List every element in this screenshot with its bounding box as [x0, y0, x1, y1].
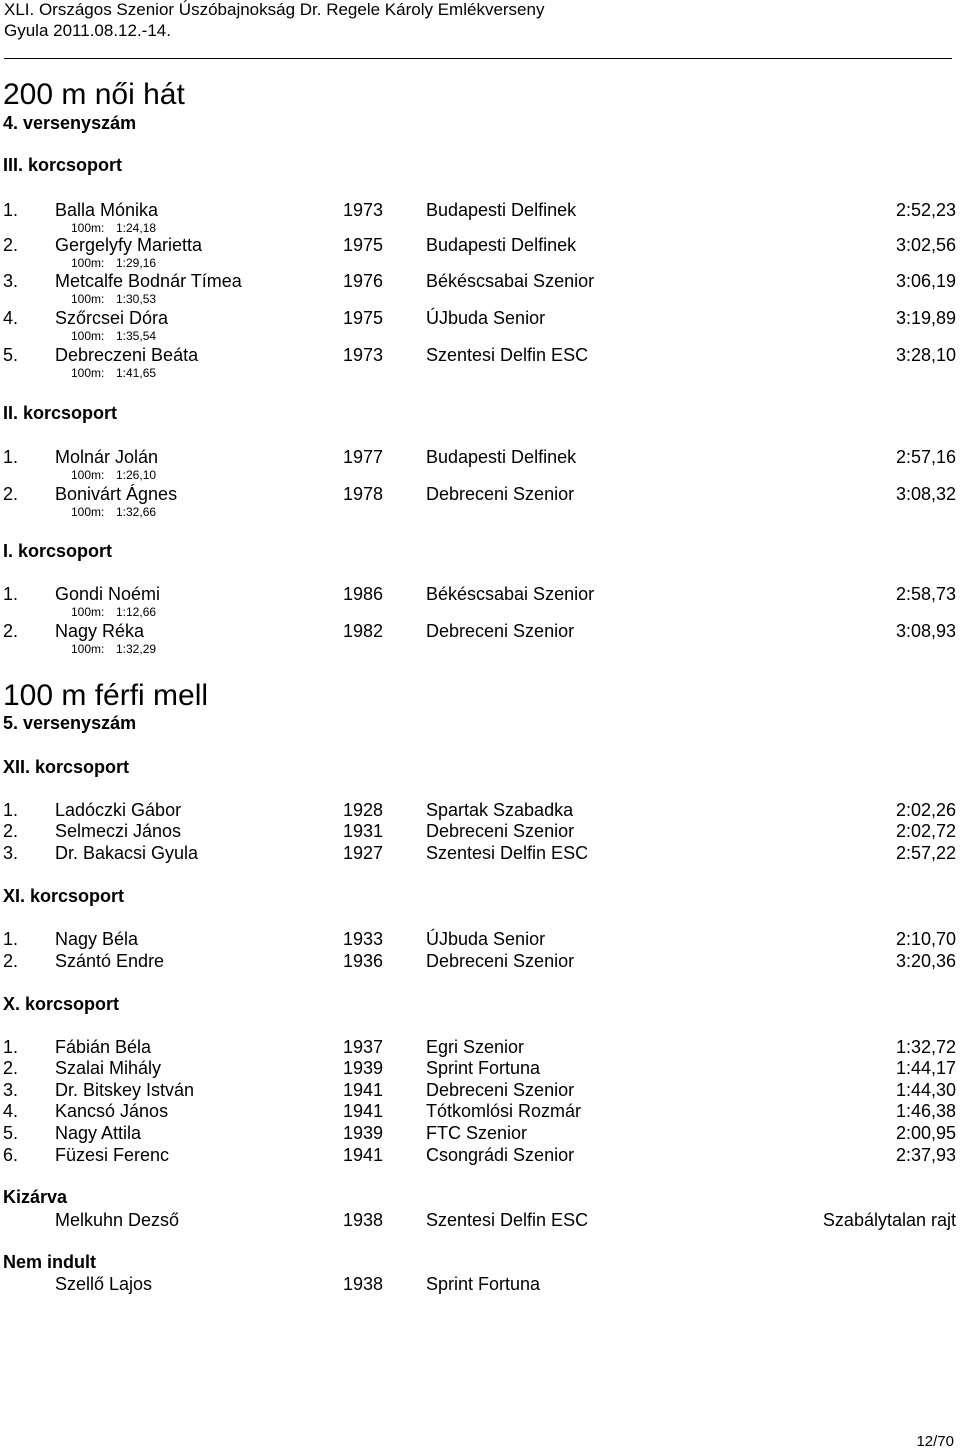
club-name: Debreceni Szenior — [426, 621, 575, 641]
event-title: 200 m női hát — [3, 78, 185, 111]
club-name: FTC Szenior — [426, 1123, 528, 1143]
result-time: 1:46,38 — [895, 1101, 956, 1121]
result-rank: 1. — [3, 200, 19, 220]
split-value: 1:32,29 — [116, 642, 157, 656]
result-rank: 5. — [3, 1123, 19, 1143]
split-value: 1:12,66 — [116, 605, 157, 619]
result-row — [0, 1210, 960, 1231]
birth-year: 1941 — [343, 1145, 384, 1165]
result-time: 3:08,32 — [895, 484, 956, 504]
swimmer-name: Szőrcsei Dóra — [55, 308, 169, 328]
result-rank: 6. — [3, 1145, 19, 1165]
event-number: 5. versenyszám — [3, 713, 137, 733]
split-time — [71, 256, 156, 270]
club-name: Szentesi Delfin ESC — [426, 345, 589, 365]
club-name: Békéscsabai Szenior — [426, 584, 595, 604]
result-time: 2:57,16 — [895, 447, 956, 467]
birth-year: 1939 — [343, 1123, 384, 1143]
age-group-heading: III. korcsoport — [3, 155, 123, 175]
club-name: Sprint Fortuna — [426, 1274, 541, 1294]
result-time: 3:06,19 — [895, 271, 956, 291]
result-row — [0, 484, 960, 505]
birth-year: 1986 — [343, 584, 384, 604]
age-group-heading: II. korcsoport — [3, 403, 118, 423]
club-name: Debreceni Szenior — [426, 1080, 575, 1100]
birth-year: 1978 — [343, 484, 384, 504]
club-name: Budapesti Delfinek — [426, 200, 577, 220]
swimmer-name: Dr. Bakacsi Gyula — [55, 843, 199, 863]
age-group-heading: Kizárva — [3, 1187, 68, 1207]
result-row — [0, 271, 960, 292]
split-label: 100m: — [71, 221, 105, 235]
birth-year: 1973 — [343, 200, 384, 220]
result-time: 1:44,17 — [895, 1058, 956, 1078]
result-row — [0, 1123, 960, 1144]
club-name: Budapesti Delfinek — [426, 235, 577, 255]
age-group-heading: XI. korcsoport — [3, 886, 125, 906]
swimmer-name: Selmeczi János — [55, 821, 182, 841]
result-time: 2:52,23 — [895, 200, 956, 220]
result-rank: 2. — [3, 1058, 19, 1078]
result-time: 2:02,72 — [895, 821, 956, 841]
result-row — [0, 584, 960, 605]
split-label: 100m: — [71, 292, 105, 306]
result-row — [0, 1145, 960, 1166]
result-rank: 1. — [3, 584, 19, 604]
split-value: 1:26,10 — [116, 468, 157, 482]
result-time: Szabálytalan rajt — [822, 1210, 956, 1230]
swimmer-name: Füzesi Ferenc — [55, 1145, 170, 1165]
birth-year: 1938 — [343, 1210, 384, 1230]
split-time — [71, 505, 156, 519]
result-row — [0, 345, 960, 366]
result-row — [0, 1274, 960, 1295]
club-name: Tótkomlósi Rozmár — [426, 1101, 582, 1121]
split-label: 100m: — [71, 256, 105, 270]
result-row — [0, 621, 960, 642]
result-rank: 3. — [3, 1080, 19, 1100]
birth-year: 1973 — [343, 345, 384, 365]
birth-year: 1936 — [343, 951, 384, 971]
club-name: Debreceni Szenior — [426, 484, 575, 504]
swimmer-name: Fábián Béla — [55, 1037, 152, 1057]
result-row — [0, 1058, 960, 1079]
result-time: 3:19,89 — [895, 308, 956, 328]
swimmer-name: Szalai Mihály — [55, 1058, 162, 1078]
birth-year: 1975 — [343, 308, 384, 328]
swimmer-name: Kancsó János — [55, 1101, 169, 1121]
result-time: 2:57,22 — [895, 843, 956, 863]
result-row — [0, 308, 960, 329]
split-time — [71, 642, 156, 656]
split-value: 1:29,16 — [116, 256, 157, 270]
result-rank: 1. — [3, 1037, 19, 1057]
birth-year: 1941 — [343, 1101, 384, 1121]
result-time: 3:28,10 — [895, 345, 956, 365]
split-label: 100m: — [71, 642, 105, 656]
club-name: ÚJbuda Senior — [426, 308, 546, 328]
result-time: 2:10,70 — [895, 929, 956, 949]
birth-year: 1976 — [343, 271, 384, 291]
birth-year: 1977 — [343, 447, 384, 467]
split-label: 100m: — [71, 505, 105, 519]
birth-year: 1975 — [343, 235, 384, 255]
header-date: Gyula 2011.08.12.-14. — [4, 21, 171, 40]
split-time — [71, 329, 156, 343]
result-row — [0, 821, 960, 842]
page-number: 12/70 — [916, 1433, 954, 1450]
result-rank: 2. — [3, 621, 19, 641]
swimmer-name: Bonivárt Ágnes — [55, 484, 178, 504]
split-value: 1:30,53 — [116, 292, 157, 306]
swimmer-name: Ladóczki Gábor — [55, 800, 182, 820]
split-time — [71, 366, 156, 380]
result-rank: 4. — [3, 308, 19, 328]
header-title: XLI. Országos Szenior Úszóbajnokság Dr. Regele Károly Emlékverseny — [4, 0, 545, 19]
age-group-heading: X. korcsoport — [3, 994, 120, 1014]
result-row — [0, 951, 960, 972]
result-rank: 5. — [3, 345, 19, 365]
split-time — [71, 468, 156, 482]
header-rule — [4, 58, 952, 59]
birth-year: 1939 — [343, 1058, 384, 1078]
birth-year: 1941 — [343, 1080, 384, 1100]
split-label: 100m: — [71, 468, 105, 482]
result-rank: 2. — [3, 821, 19, 841]
result-time: 3:02,56 — [895, 235, 956, 255]
swimmer-name: Balla Mónika — [55, 200, 159, 220]
club-name: Spartak Szabadka — [426, 800, 574, 820]
result-row — [0, 1080, 960, 1101]
result-rank: 3. — [3, 843, 19, 863]
swimmer-name: Szellő Lajos — [55, 1274, 153, 1294]
age-group-heading: I. korcsoport — [3, 541, 113, 561]
swimmer-name: Gondi Noémi — [55, 584, 161, 604]
club-name: Szentesi Delfin ESC — [426, 843, 589, 863]
swimmer-name: Debreczeni Beáta — [55, 345, 199, 365]
split-time — [71, 221, 156, 235]
result-rank: 2. — [3, 484, 19, 504]
club-name: Debreceni Szenior — [426, 951, 575, 971]
split-value: 1:35,54 — [116, 329, 157, 343]
split-time — [71, 292, 156, 306]
club-name: Budapesti Delfinek — [426, 447, 577, 467]
swimmer-name: Melkuhn Dezső — [55, 1210, 180, 1230]
result-row — [0, 200, 960, 221]
club-name: Sprint Fortuna — [426, 1058, 541, 1078]
result-row — [0, 843, 960, 864]
split-label: 100m: — [71, 329, 105, 343]
result-time: 2:02,26 — [895, 800, 956, 820]
result-time: 2:37,93 — [895, 1145, 956, 1165]
birth-year: 1937 — [343, 1037, 384, 1057]
birth-year: 1982 — [343, 621, 384, 641]
split-value: 1:41,65 — [116, 366, 157, 380]
club-name: Békéscsabai Szenior — [426, 271, 595, 291]
result-rank: 2. — [3, 235, 19, 255]
club-name: Szentesi Delfin ESC — [426, 1210, 589, 1230]
split-label: 100m: — [71, 366, 105, 380]
result-time: 1:32,72 — [895, 1037, 956, 1057]
result-rank: 3. — [3, 271, 19, 291]
club-name: Csongrádi Szenior — [426, 1145, 575, 1165]
result-rank: 1. — [3, 447, 19, 467]
swimmer-name: Nagy Attila — [55, 1123, 142, 1143]
swimmer-name: Metcalfe Bodnár Tímea — [55, 271, 242, 291]
age-group-heading: XII. korcsoport — [3, 757, 130, 777]
event-number: 4. versenyszám — [3, 113, 137, 133]
result-row — [0, 929, 960, 950]
result-rank: 1. — [3, 800, 19, 820]
swimmer-name: Nagy Béla — [55, 929, 139, 949]
split-label: 100m: — [71, 605, 105, 619]
split-value: 1:32,66 — [116, 505, 157, 519]
birth-year: 1927 — [343, 843, 384, 863]
swimmer-name: Molnár Jolán — [55, 447, 159, 467]
event-title: 100 m férfi mell — [3, 679, 209, 712]
birth-year: 1938 — [343, 1274, 384, 1294]
club-name: ÚJbuda Senior — [426, 929, 546, 949]
result-time: 2:00,95 — [895, 1123, 956, 1143]
club-name: Egri Szenior — [426, 1037, 525, 1057]
club-name: Debreceni Szenior — [426, 821, 575, 841]
swimmer-name: Nagy Réka — [55, 621, 145, 641]
swimmer-name: Szántó Endre — [55, 951, 165, 971]
result-rank: 2. — [3, 951, 19, 971]
result-time: 3:20,36 — [895, 951, 956, 971]
result-rank: 4. — [3, 1101, 19, 1121]
birth-year: 1933 — [343, 929, 384, 949]
split-time — [71, 605, 156, 619]
result-row — [0, 1101, 960, 1122]
result-row — [0, 800, 960, 821]
birth-year: 1931 — [343, 821, 384, 841]
result-time: 1:44,30 — [895, 1080, 956, 1100]
birth-year: 1928 — [343, 800, 384, 820]
result-row — [0, 1037, 960, 1058]
result-row — [0, 235, 960, 256]
swimmer-name: Dr. Bitskey István — [55, 1080, 195, 1100]
result-row — [0, 447, 960, 468]
split-value: 1:24,18 — [116, 221, 157, 235]
swimmer-name: Gergelyfy Marietta — [55, 235, 203, 255]
result-time: 3:08,93 — [895, 621, 956, 641]
result-rank: 1. — [3, 929, 19, 949]
result-time: 2:58,73 — [895, 584, 956, 604]
age-group-heading: Nem indult — [3, 1252, 96, 1272]
